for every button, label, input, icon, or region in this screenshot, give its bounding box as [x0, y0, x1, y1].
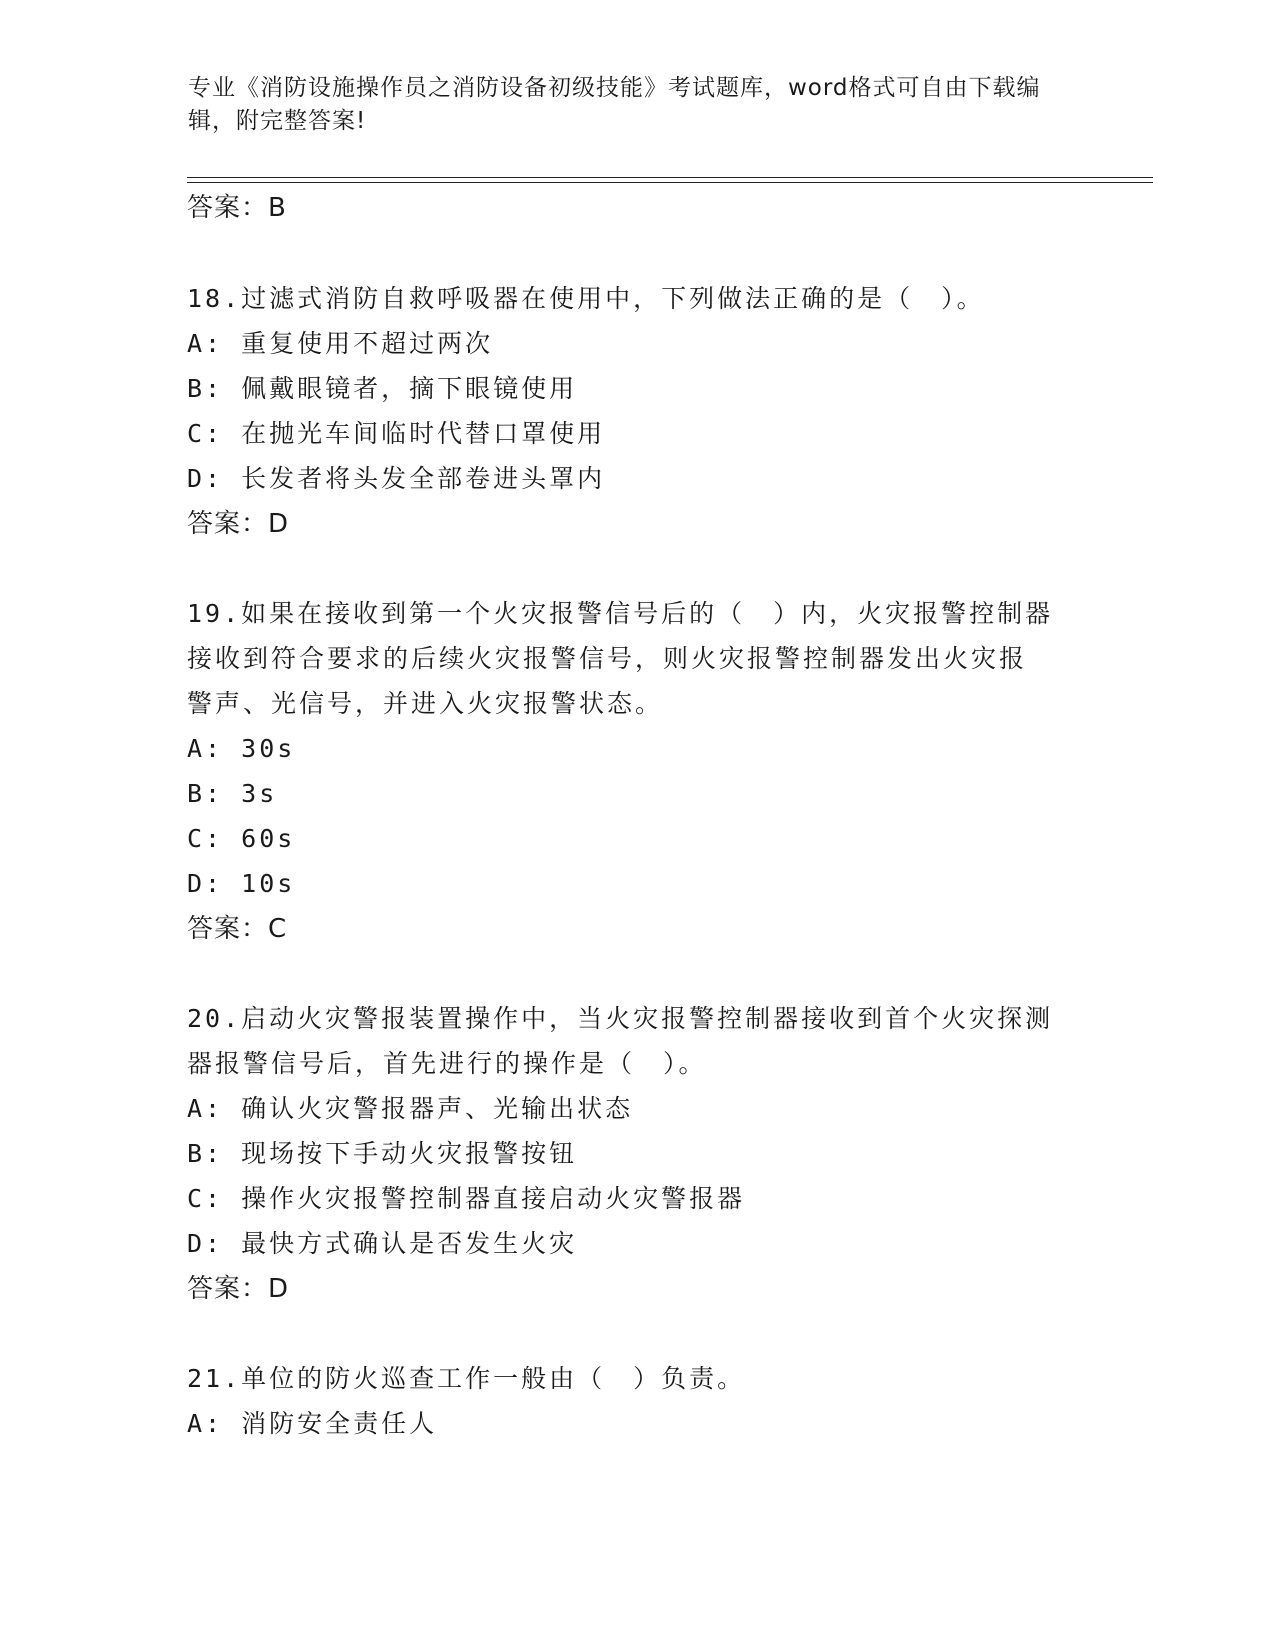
- question-20-option-a: A: 确认火灾警报器声、光输出状态: [187, 1094, 634, 1123]
- answer-20: 答案：D: [187, 1274, 290, 1304]
- question-19-option-d: D: 10s: [187, 869, 296, 898]
- answer-17: 答案：B: [187, 193, 287, 223]
- question-18-option-d: D: 长发者将头发全部卷进头罩内: [187, 464, 606, 493]
- answer-19: 答案：C: [187, 914, 288, 944]
- question-21-option-a: A: 消防安全责任人: [187, 1409, 438, 1438]
- question-20-option-d: D: 最快方式确认是否发生火灾: [187, 1229, 578, 1258]
- question-19-stem-line-3: 警声、光信号，并进入火灾报警状态。: [187, 689, 664, 718]
- header-divider-bottom: [187, 182, 1153, 183]
- question-18-option-c: C: 在抛光车间临时代替口罩使用: [187, 419, 606, 448]
- question-20-option-c: C: 操作火灾报警控制器直接启动火灾警报器: [187, 1184, 746, 1213]
- question-18-stem: 18.过滤式消防自救呼吸器在使用中，下列做法正确的是（ ）。: [187, 284, 985, 313]
- question-20-option-b: B: 现场按下手动火灾报警按钮: [187, 1139, 578, 1168]
- document-header: 专业《消防设施操作员之消防设备初级技能》考试题库，word格式可自由下载编辑，附完整答案!: [188, 75, 1041, 134]
- answer-18: 答案：D: [187, 509, 290, 539]
- question-19-option-b: B: 3s: [187, 779, 278, 808]
- question-19-option-c: C: 60s: [187, 824, 296, 853]
- question-19-stem-line-2: 接收到符合要求的后续火灾报警信号，则火灾报警控制器发出火灾报: [187, 644, 1028, 673]
- question-19-option-a: A: 30s: [187, 734, 296, 763]
- question-20-stem-line-2: 器报警信号后，首先进行的操作是（ ）。: [187, 1049, 707, 1078]
- question-18-option-b: B: 佩戴眼镜者，摘下眼镜使用: [187, 374, 578, 403]
- header-divider-top: [187, 177, 1153, 178]
- question-21-stem: 21.单位的防火巡查工作一般由（ ）负责。: [187, 1364, 746, 1393]
- question-18-option-a: A: 重复使用不超过两次: [187, 329, 494, 358]
- question-20-stem-line-1: 20.启动火灾警报装置操作中，当火灾报警控制器接收到首个火灾探测: [187, 1004, 1054, 1033]
- question-19-stem-line-1: 19.如果在接收到第一个火灾报警信号后的（ ）内，火灾报警控制器: [187, 599, 1054, 628]
